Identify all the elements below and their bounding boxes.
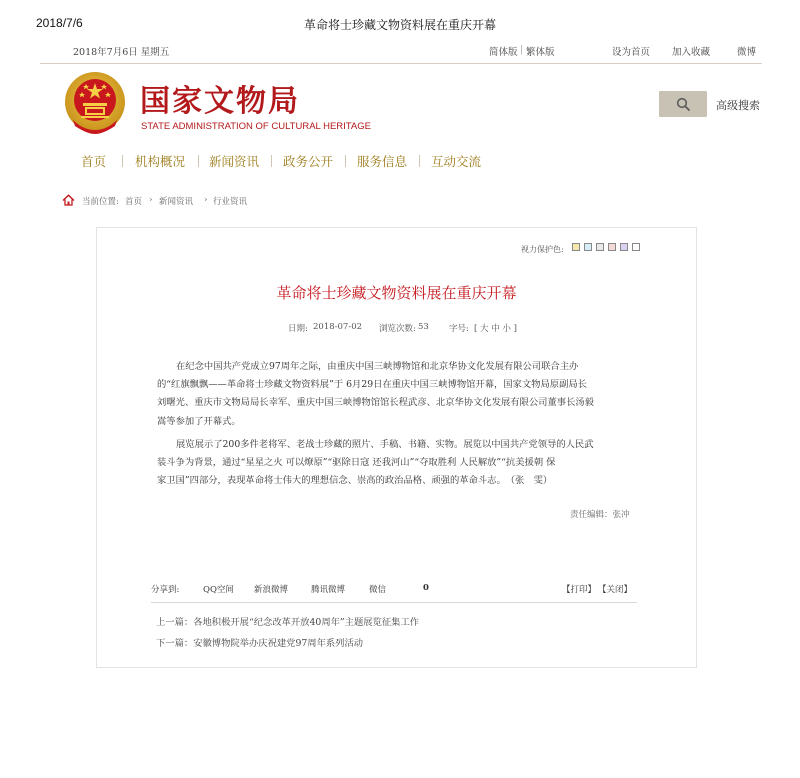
next-article-link[interactable]: 下一篇：安徽博物院举办庆祝建党97周年系列活动 <box>156 638 364 649</box>
font-size-options[interactable]: [ 大 中 小 ] <box>474 324 517 334</box>
article-title: 革命将士珍藏文物资料展在重庆开幕 <box>276 284 517 302</box>
paragraph-line: 家卫国”四部分，表现革命将士伟大的理想信念、崇高的政治品格、顽强的革命斗志。 （张 雯） <box>157 475 553 487</box>
prev-article-link[interactable]: 上一篇：各地积极开展“纪念改革开放40周年”主题展览征集工作 <box>156 617 420 628</box>
article-date: 2018-07-02 <box>313 322 363 332</box>
breadcrumb-label: 当前位置: <box>82 197 119 207</box>
traditional-link[interactable]: 繁体版 <box>526 47 555 58</box>
nav-item-interaction[interactable]: 互动交流 <box>431 154 482 169</box>
weibo-link[interactable]: 微博 <box>737 47 757 58</box>
nav-divider <box>345 155 346 167</box>
share-sina-weibo-link[interactable]: 新浪微博 <box>254 585 289 595</box>
breadcrumb-item-home[interactable]: 首页 <box>125 197 143 207</box>
eye-protect-swatch-pink[interactable] <box>608 243 616 251</box>
nav-item-organization[interactable]: 机构概况 <box>135 154 186 169</box>
eye-protect-swatch-yellow[interactable] <box>572 243 580 251</box>
simplified-link[interactable]: 简体版 <box>489 47 518 58</box>
home-icon[interactable] <box>62 194 75 206</box>
breadcrumb-separator: › <box>149 195 153 205</box>
breadcrumb-item-news[interactable]: 新闻资讯 <box>159 197 194 207</box>
set-home-link[interactable]: 设为首页 <box>612 47 651 58</box>
breadcrumb-item-industry[interactable]: 行业资讯 <box>213 197 248 207</box>
nav-item-services[interactable]: 服务信息 <box>357 154 408 169</box>
article-views: 53 <box>418 322 429 332</box>
article-paragraph <box>157 436 637 491</box>
close-link[interactable]: 【关闭】 <box>598 585 633 595</box>
print-header <box>0 16 800 36</box>
print-title: 革命将士珍藏文物资料展在重庆开幕 <box>303 18 496 32</box>
eye-protect-swatch-purple[interactable] <box>620 243 628 251</box>
nav-divider <box>198 155 199 167</box>
article-paragraph <box>157 358 637 431</box>
share-tencent-weibo-link[interactable]: 腾讯微博 <box>311 585 346 595</box>
paragraph-line: 嵩等参加了开幕式。 <box>157 415 241 427</box>
eye-protect-swatch-gray[interactable] <box>596 243 604 251</box>
divider: | <box>520 44 524 55</box>
top-utility-bar <box>40 38 762 64</box>
nav-item-home[interactable]: 首页 <box>81 154 107 169</box>
nav-divider <box>419 155 420 167</box>
paragraph-line: 刘曙光、重庆市文物局局长幸军、重庆中国三峡博物馆馆长程武彦、北京华协文化发展有限公司董事长汤毅 <box>157 397 594 409</box>
share-qzone-link[interactable]: QQ空间 <box>203 585 234 595</box>
share-count: 0 <box>423 583 429 593</box>
nav-item-government-affairs[interactable]: 政务公开 <box>283 154 334 169</box>
national-emblem-icon[interactable] <box>63 70 127 136</box>
eye-protect-label: 视力保护色: <box>521 245 564 254</box>
print-link[interactable]: 【打印】 <box>562 585 597 595</box>
nav-item-news[interactable]: 新闻资讯 <box>209 154 260 169</box>
search-icon <box>676 97 690 111</box>
responsible-editor: 责任编辑：张冲 <box>570 510 630 520</box>
paragraph-line: 装斗争为背景，通过“星星之火 可以燎原”“驱除日寇 还我河山”“夺取胜利 人民解放”“抗美援朝 保 <box>157 457 556 469</box>
share-bar <box>151 581 637 603</box>
article-views-label: 浏览次数: <box>379 324 416 334</box>
nav-divider <box>122 155 123 167</box>
share-label: 分享到: <box>151 585 180 595</box>
eye-protect-swatch-blue[interactable] <box>584 243 592 251</box>
current-date: 2018年7月6日 星期五 <box>73 47 170 58</box>
site-logo-subtitle: STATE ADMINISTRATION OF CULTURAL HERITAGE <box>141 121 371 132</box>
article-date-label: 日期: <box>288 324 308 334</box>
print-date: 2018/7/6 <box>36 16 83 30</box>
share-wechat-link[interactable]: 微信 <box>369 585 387 595</box>
paragraph-line: 在纪念中国共产党成立97周年之际，由重庆中国三峡博物馆和北京华协文化发展有限公司联合主办 <box>176 361 579 372</box>
advanced-search-link[interactable]: 高级搜索 <box>716 99 760 112</box>
font-size-label: 字号: <box>449 324 469 334</box>
add-favorite-link[interactable]: 加入收藏 <box>672 47 711 58</box>
paragraph-line: 的“红旗飘飘——革命将士珍藏文物资料展”于 6月29日在重庆中国三峡博物馆开幕，国家文物局原副局长 <box>157 379 587 391</box>
breadcrumb-separator: › <box>204 195 208 205</box>
eye-protect-swatch-white[interactable] <box>632 243 640 251</box>
paragraph-line: 展览展示了200多件老将军、老战士珍藏的照片、手稿、书籍、实物。展览以中国共产党领导的人民武 <box>176 439 594 450</box>
site-logo-title[interactable]: 国家文物局 <box>140 84 300 119</box>
search-button[interactable] <box>659 91 707 117</box>
nav-divider <box>271 155 272 167</box>
